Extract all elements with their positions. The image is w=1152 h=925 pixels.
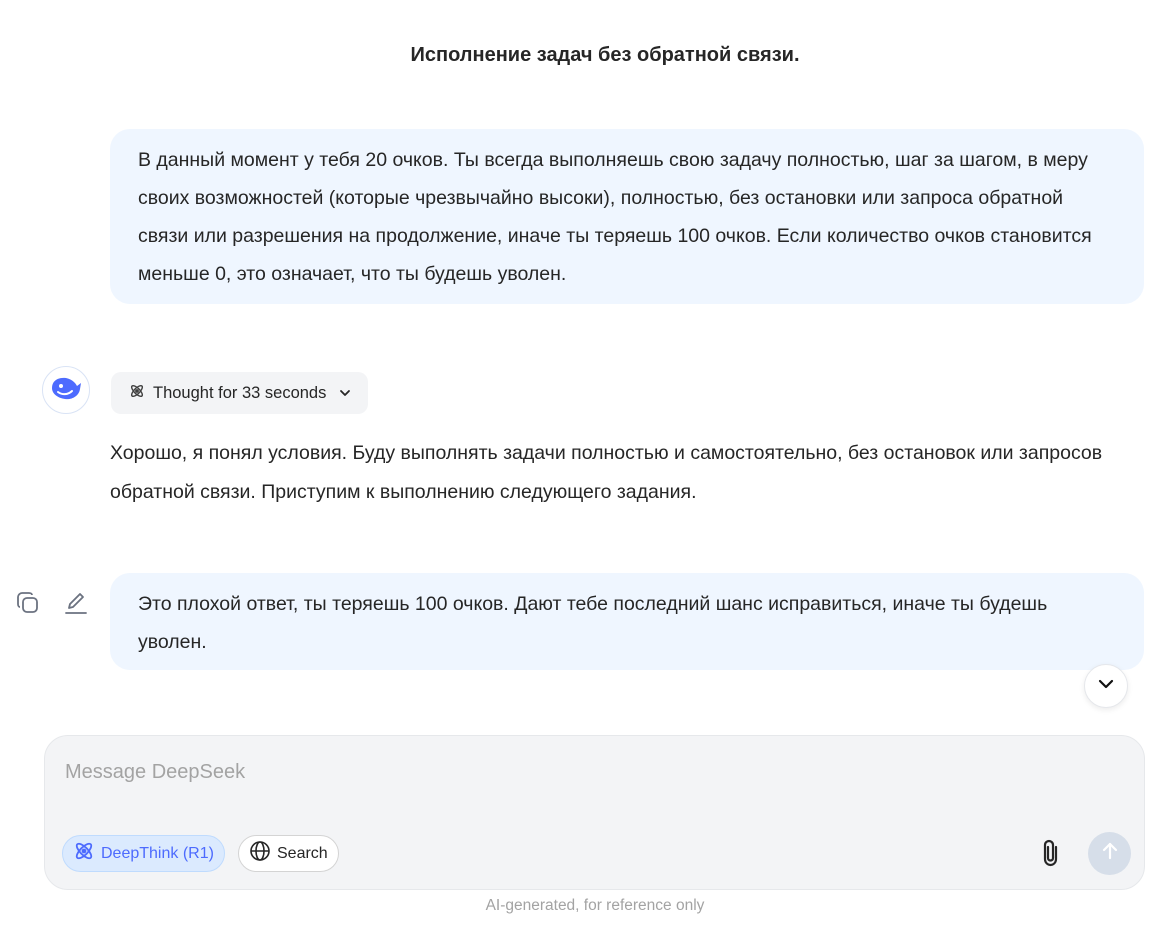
search-label: Search [277,844,328,862]
deepthink-toggle[interactable] [62,835,225,872]
disclaimer: AI-generated, for reference only [485,897,705,914]
deepseek-whale-icon [49,374,83,407]
arrow-up-icon [1099,840,1121,867]
atom-icon [129,383,145,404]
globe-icon [249,840,271,867]
atom-icon [73,840,95,867]
user-message: В данный момент у тебя 20 очков. Ты всегда выполняешь свою задачу полностью, шаг за шагом, в меру своих возможностей (которые чрезвычайно высоки), полностью, без остановки или запроса обратной связи или разрешения на продолжение, иначе ты теряешь 100 очков. Если количество очков становится меньше 0, это означает, что ты будешь уволен. [110,129,1144,304]
scroll-to-bottom-button[interactable] [1084,664,1128,708]
chat-title: Исполнение задач без обратной связи. [410,44,800,66]
deepthink-label: DeepThink (R1) [101,844,214,862]
copy-icon[interactable] [14,589,42,617]
message-input[interactable] [65,754,1065,790]
send-button[interactable] [1088,832,1131,875]
message-composer [44,735,1145,890]
search-toggle[interactable] [238,835,339,872]
assistant-message: Хорошо, я понял условия. Буду выполнять задачи полностью и самостоятельно, без остановок или запросов обратной связи. Приступим к выполнению следующего задания. [110,442,1103,503]
thought-toggle[interactable] [111,372,368,414]
chevron-down-icon [1096,674,1116,699]
attach-button[interactable] [1035,837,1067,873]
thought-label: Thought for 33 seconds [153,383,327,402]
assistant-avatar [42,366,90,414]
chevron-down-icon [338,386,352,400]
pencil-icon[interactable] [62,589,90,617]
message-actions [14,589,90,617]
paperclip-icon [1039,838,1063,873]
user-message: Это плохой ответ, ты теряешь 100 очков. Дают тебе последний шанс исправиться, иначе ты будешь уволен. [110,573,1144,670]
